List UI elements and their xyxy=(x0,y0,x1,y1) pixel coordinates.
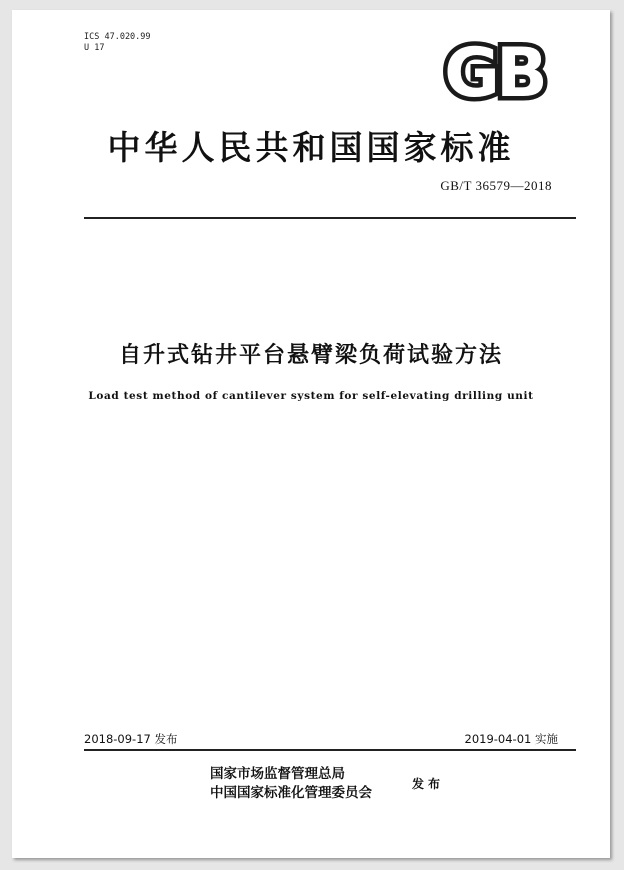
ics-code: ICS 47.020.99 xyxy=(84,32,151,42)
issuer-sac: 中国国家标准化管理委员会 xyxy=(210,785,372,801)
gb-logo-text: GB xyxy=(444,38,544,104)
ccs-code: U 17 xyxy=(84,43,105,53)
document-title-chinese: 自升式钻井平台悬臂梁负荷试验方法 xyxy=(118,343,503,368)
issuing-authorities xyxy=(210,765,372,803)
header-divider xyxy=(84,217,576,219)
footer-divider xyxy=(84,749,576,751)
issue-label: 发布 xyxy=(412,777,445,791)
document-page xyxy=(12,10,610,858)
implementation-date: 2019-04-01 实施 xyxy=(464,732,558,746)
standard-code: GB/T 36579—2018 xyxy=(440,178,552,193)
document-title-english: Load test method of cantilever system for self-elevating drilling unit xyxy=(88,390,534,402)
issuer-samr: 国家市场监督管理总局 xyxy=(210,766,345,782)
standard-category-title: 中华人民共和国国家标准 xyxy=(107,128,515,167)
classification-codes xyxy=(84,32,151,54)
gb-logo xyxy=(424,38,564,104)
issue-date: 2018-09-17 发布 xyxy=(84,732,178,746)
